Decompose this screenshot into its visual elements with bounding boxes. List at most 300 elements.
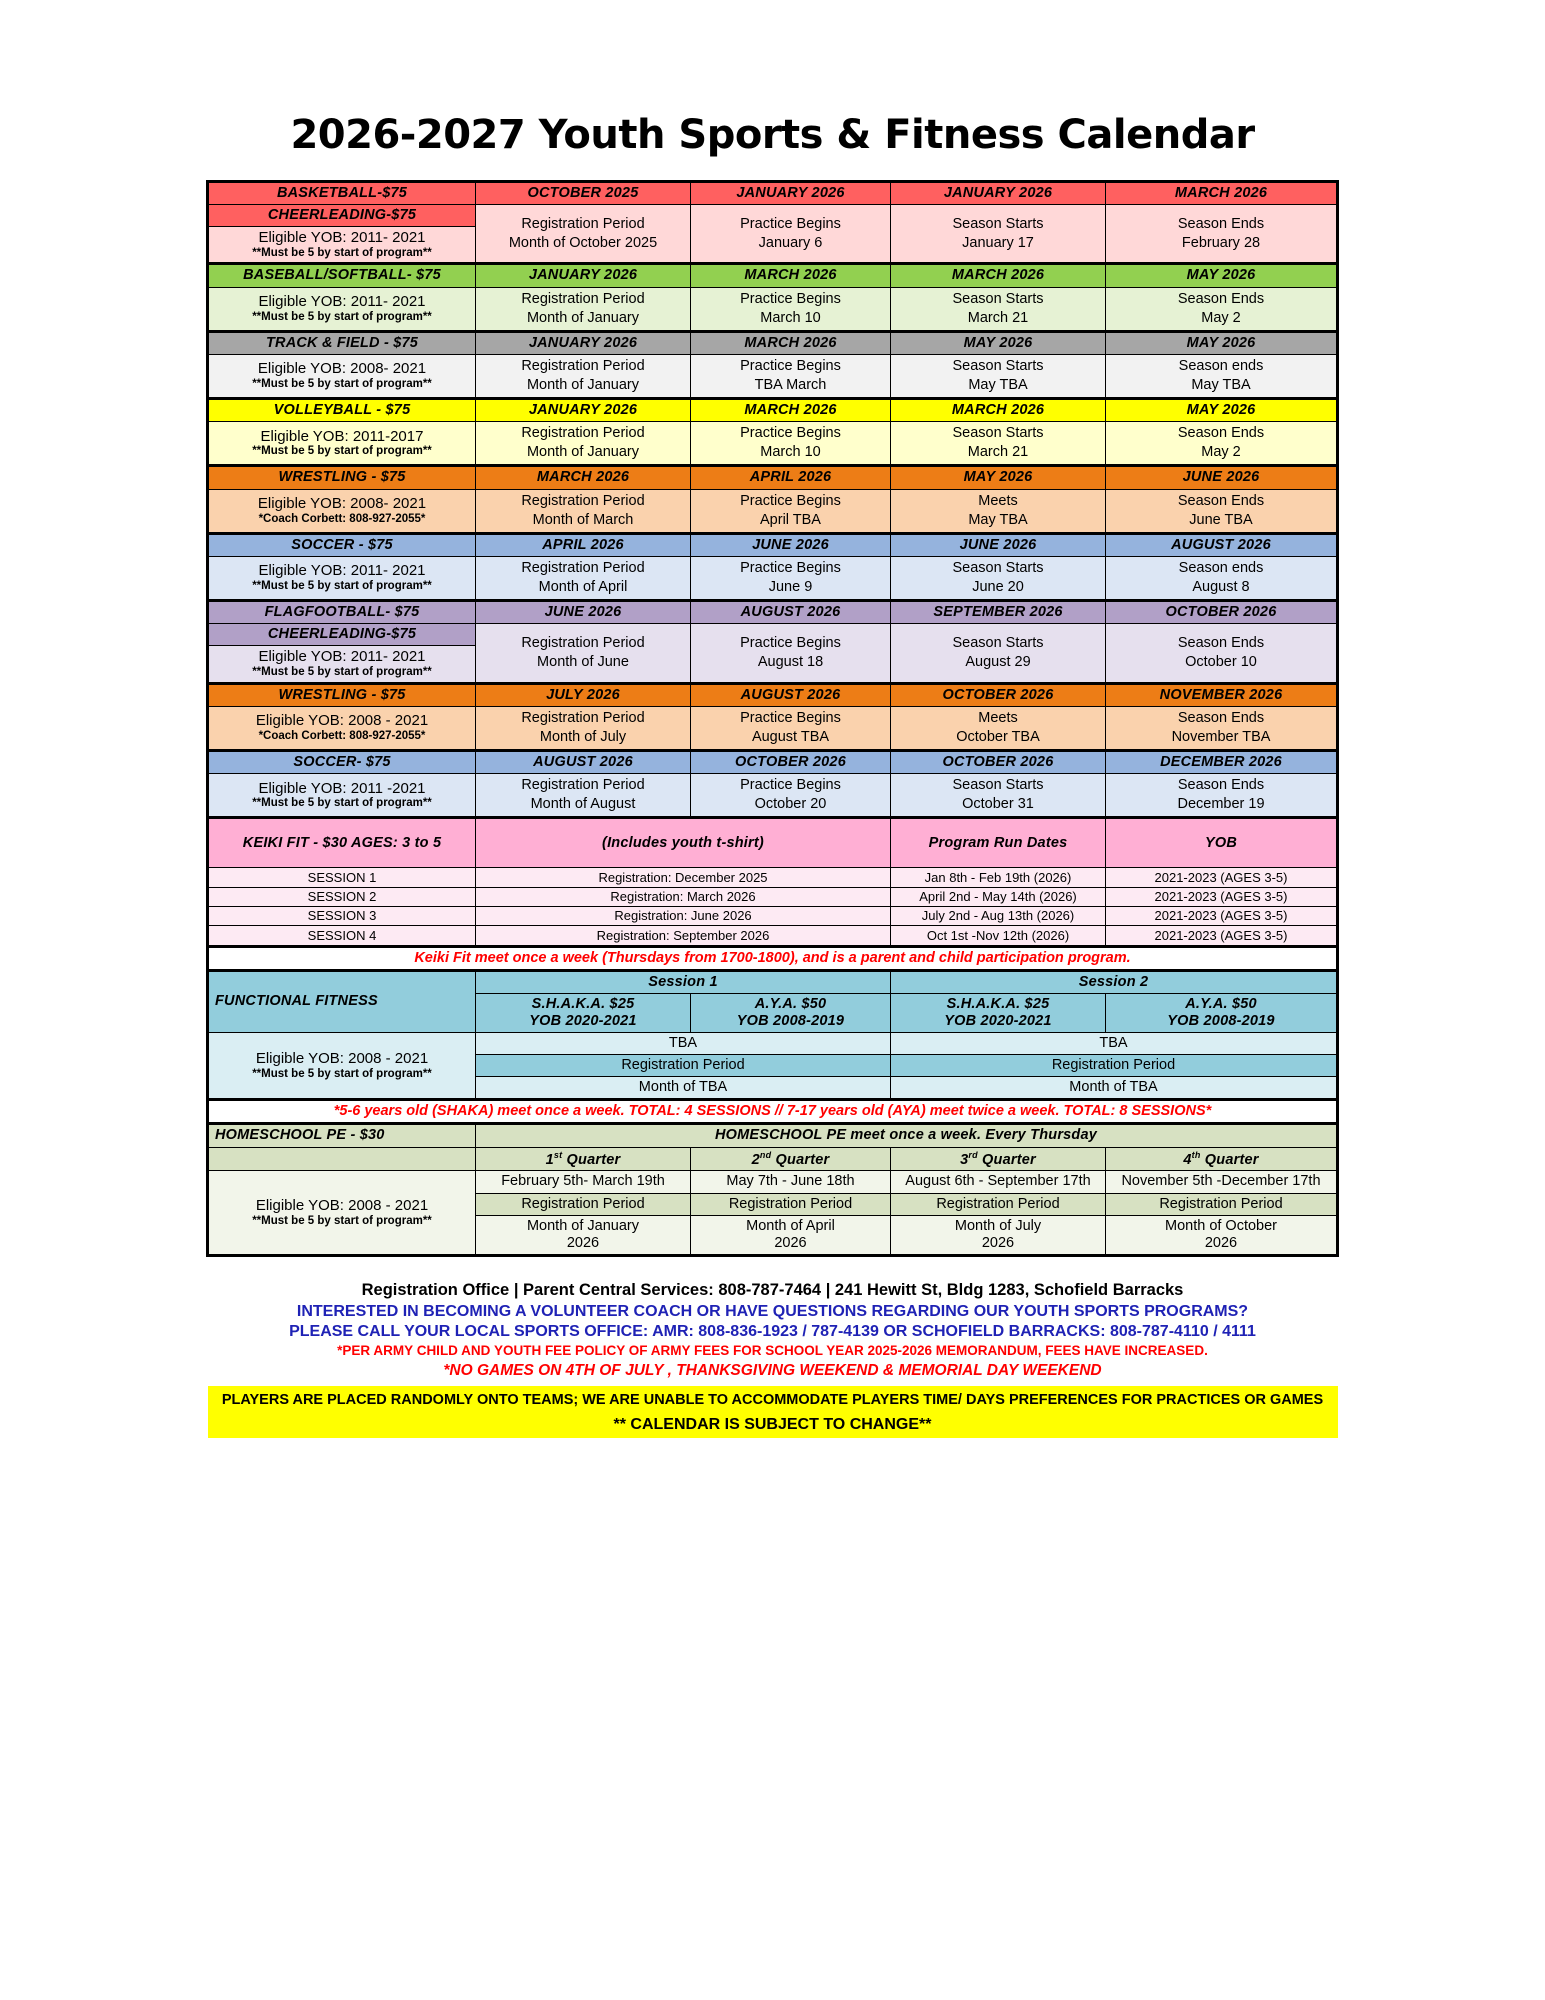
functional-fitness-tba-row [208, 1032, 1338, 1054]
detail-label: Registration Period [521, 492, 645, 509]
detail-cell [1106, 354, 1338, 398]
keiki-fit-tshirt-note: (Includes youth t-shirt) [476, 818, 891, 868]
detail-value: May 2 [1201, 309, 1241, 326]
month-cell: JUNE 2026 [691, 533, 891, 556]
quarter-registration: Registration Period [691, 1193, 891, 1215]
month-cell: DECEMBER 2026 [1106, 750, 1338, 773]
quarter-ordinal: 1 [545, 1151, 554, 1168]
detail-value: October 31 [962, 796, 1034, 813]
group-name: S.H.A.K.A. $25 [531, 995, 635, 1012]
detail-label: Season ends [1178, 357, 1264, 374]
program-name-track-field: TRACK & FIELD - $75 [208, 331, 476, 354]
group-name: A.Y.A. $50 [754, 995, 827, 1012]
session-name: SESSION 4 [208, 926, 476, 946]
quarter-header [1106, 1147, 1338, 1171]
eligibility-note: **Must be 5 by start of program** [252, 797, 432, 810]
detail-label: Practice Begins [740, 290, 841, 307]
detail-cell [476, 624, 691, 683]
eligible-yob: Eligible YOB: 2011- 2021 [258, 562, 426, 580]
session-1-label: Session 1 [476, 970, 891, 993]
month-cell: MAY 2026 [1106, 331, 1338, 354]
session-dates: Oct 1st -Nov 12th (2026) [891, 926, 1106, 946]
program-name-cheerleading: CHEERLEADING-$75 [208, 205, 476, 227]
no-games-line: *NO GAMES ON 4TH OF JULY , THANKSGIVING WEEKEND & MEMORIAL DAY WEEKEND [443, 1361, 1102, 1379]
functional-fitness-footnote-row [208, 1100, 1338, 1124]
detail-label: Season ends [1178, 559, 1264, 576]
month-cell: OCTOBER 2025 [476, 182, 691, 205]
eligibility-note: **Must be 5 by start of program** [252, 310, 432, 323]
quarter-year: 2026 [981, 1234, 1015, 1251]
month-cell: APRIL 2026 [476, 533, 691, 556]
eligible-yob: Eligible YOB: 2008 - 2021 [255, 712, 429, 730]
keiki-fit-header-row [208, 818, 1338, 868]
detail-label: Practice Begins [740, 777, 841, 794]
eligibility-cell [208, 287, 476, 331]
month-cell: MARCH 2026 [476, 466, 691, 489]
eligibility-cell [208, 489, 476, 533]
quarter-suffix: st [553, 1149, 563, 1160]
tba-cell: TBA [891, 1032, 1338, 1054]
detail-value: October 10 [1185, 653, 1257, 670]
month-cell: MAY 2026 [891, 331, 1106, 354]
detail-value: March 10 [760, 444, 821, 461]
footer-block [208, 1281, 1338, 1438]
homeschool-banner-row [208, 1124, 1338, 1147]
month-cell: JULY 2026 [476, 683, 691, 706]
detail-value: TBA March [754, 377, 827, 394]
detail-cell [476, 489, 691, 533]
keiki-session-row [208, 868, 1338, 887]
program-name-soccer-1: SOCCER - $75 [208, 533, 476, 556]
program-name-wrestling-2: WRESTLING - $75 [208, 683, 476, 706]
detail-value: April TBA [760, 511, 821, 528]
detail-value: May TBA [1191, 377, 1251, 394]
session-yob: 2021-2023 (AGES 3-5) [1106, 926, 1338, 946]
detail-label: Season Starts [952, 425, 1044, 442]
session-dates: Jan 8th - Feb 19th (2026) [891, 868, 1106, 887]
program-header-row [208, 399, 1338, 422]
fee-policy-line: *PER ARMY CHILD AND YOUTH FEE POLICY OF ARMY FEES FOR SCHOOL YEAR 2025-2026 MEMORANDUM, FEES HAVE INCREASED. [337, 1342, 1208, 1358]
detail-cell [691, 354, 891, 398]
keiki-session-row [208, 906, 1338, 925]
month-cell: MARCH 2026 [691, 331, 891, 354]
detail-value: October 20 [754, 796, 827, 813]
month-cell: MAY 2026 [1106, 264, 1338, 287]
month-cell: JANUARY 2026 [891, 182, 1106, 205]
month-cell: JUNE 2026 [476, 601, 691, 624]
keiki-session-row [208, 887, 1338, 906]
eligibility-note: **Must be 5 by start of program** [252, 666, 432, 679]
keiki-fit-yob-header: YOB [1106, 818, 1338, 868]
detail-value: Month of January [526, 309, 640, 326]
subject-to-change-line: ** CALENDAR IS SUBJECT TO CHANGE** [613, 1415, 932, 1433]
program-header-row [208, 182, 1338, 205]
detail-label: Season Starts [952, 215, 1044, 232]
detail-label: Season Starts [952, 290, 1044, 307]
sports-office-phone-line: PLEASE CALL YOUR LOCAL SPORTS OFFICE: AMR: 808-836-1923 / 787-4139 OR SCHOFIELD BARRACKS: 808-787-4110 / 4111 [289, 1322, 1256, 1340]
detail-cell [891, 422, 1106, 466]
eligibility-note: **Must be 5 by start of program** [252, 580, 432, 593]
session-registration: Registration: June 2026 [476, 906, 891, 925]
eligibility-note: **Must be 5 by start of program** [252, 445, 432, 458]
quarter-year: 2026 [1204, 1234, 1238, 1251]
month-cell: MARCH 2026 [891, 264, 1106, 287]
tba-cell: TBA [476, 1032, 891, 1054]
detail-label: Season Starts [952, 559, 1044, 576]
quarter-ordinal: 3 [960, 1151, 969, 1168]
quarter-ordinal: 4 [1183, 1151, 1192, 1168]
program-name-basketball: BASKETBALL-$75 [208, 182, 476, 205]
functional-fitness-title: FUNCTIONAL FITNESS [208, 970, 476, 1032]
month-cell: OCTOBER 2026 [891, 683, 1106, 706]
detail-label: Season Ends [1177, 492, 1265, 509]
detail-label: Practice Begins [740, 357, 841, 374]
group-name: A.Y.A. $50 [1185, 995, 1257, 1012]
registration-cell: Registration Period [891, 1055, 1338, 1077]
month-cell: MARCH 2026 [691, 264, 891, 287]
quarter-word: Quarter [982, 1151, 1036, 1168]
month-cell: MARCH 2026 [691, 399, 891, 422]
detail-cell [691, 489, 891, 533]
session-yob: 2021-2023 (AGES 3-5) [1106, 887, 1338, 906]
eligible-yob: Eligible YOB: 2011- 2021 [258, 648, 426, 666]
month-cell: MARCH 2026 [891, 399, 1106, 422]
detail-value: Month of October 2025 [508, 234, 658, 251]
program-header-row [208, 331, 1338, 354]
session-registration: Registration: September 2026 [476, 926, 891, 946]
detail-value: Month of January [526, 377, 640, 394]
detail-cell [476, 287, 691, 331]
quarter-dates: May 7th - June 18th [691, 1171, 891, 1193]
detail-label: Practice Begins [740, 709, 841, 726]
detail-value: March 21 [967, 309, 1029, 326]
detail-cell [1106, 624, 1338, 683]
detail-value: August 18 [757, 653, 824, 670]
keiki-fit-title: KEIKI FIT - $30 AGES: 3 to 5 [208, 818, 476, 868]
group-cell [691, 993, 891, 1032]
quarter-dates: February 5th- March 19th [476, 1171, 691, 1193]
quarter-month-text: Month of April [746, 1217, 835, 1234]
group-cell [476, 993, 691, 1032]
eligible-yob: Eligible YOB: 2011- 2021 [258, 293, 426, 311]
program-header-row [208, 601, 1338, 624]
eligibility-cell [208, 706, 476, 750]
month-cell: APRIL 2026 [691, 466, 891, 489]
detail-value: August TBA [751, 728, 830, 745]
detail-value: Month of August [530, 796, 636, 813]
month-cell: JUNE 2026 [1106, 466, 1338, 489]
program-eligibility-row [208, 556, 1338, 600]
detail-label: Season Ends [1177, 290, 1265, 307]
detail-cell [691, 205, 891, 264]
group-name: S.H.A.K.A. $25 [946, 995, 1050, 1012]
month-cell: SEPTEMBER 2026 [891, 601, 1106, 624]
session-dates: July 2nd - Aug 13th (2026) [891, 906, 1106, 925]
group-yob: YOB 2008-2019 [1167, 1012, 1275, 1029]
program-header-row [208, 533, 1338, 556]
program-eligibility-row [208, 354, 1338, 398]
detail-cell [1106, 205, 1338, 264]
detail-cell [891, 489, 1106, 533]
quarter-suffix: rd [968, 1149, 978, 1160]
functional-fitness-footnote: *5-6 years old (SHAKA) meet once a week. TOTAL: 4 SESSIONS // 7-17 years old (AYA) meet twice a week. TOTAL: 8 SESSIONS* [208, 1100, 1338, 1124]
eligibility-cell [208, 422, 476, 466]
detail-label: Registration Period [521, 709, 645, 726]
detail-cell [1106, 774, 1338, 818]
session-yob: 2021-2023 (AGES 3-5) [1106, 868, 1338, 887]
eligible-yob: Eligible YOB: 2011- 2021 [258, 229, 426, 247]
eligibility-cell [208, 227, 476, 264]
volunteer-coach-line: INTERESTED IN BECOMING A VOLUNTEER COACH OR HAVE QUESTIONS REGARDING OUR YOUTH SPORTS PROGRAMS? [296, 1302, 1249, 1320]
program-header-row [208, 750, 1338, 773]
month-cell: AUGUST 2026 [691, 683, 891, 706]
detail-label: Registration Period [521, 425, 645, 442]
detail-cell [691, 774, 891, 818]
program-eligibility-row [208, 287, 1338, 331]
detail-label: Registration Period [521, 357, 645, 374]
keiki-session-row [208, 926, 1338, 946]
detail-value: May TBA [968, 511, 1028, 528]
detail-label: Season Starts [952, 777, 1044, 794]
keiki-fit-note: Keiki Fit meet once a week (Thursdays from 1700-1800), and is a parent and child participation program. [208, 946, 1338, 970]
session-2-label: Session 2 [891, 970, 1338, 993]
quarter-header [691, 1147, 891, 1171]
month-cell: Month of TBA [891, 1077, 1338, 1100]
month-cell: MAY 2026 [1106, 399, 1338, 422]
detail-value: August 8 [1192, 579, 1250, 595]
quarter-dates: November 5th -December 17th [1106, 1171, 1338, 1193]
quarter-suffix: nd [759, 1149, 772, 1160]
detail-value: June TBA [1189, 511, 1253, 528]
quarter-month [476, 1215, 691, 1255]
eligibility-cell [208, 774, 476, 818]
quarter-registration: Registration Period [1106, 1193, 1338, 1215]
detail-value: Month of July [539, 728, 627, 745]
detail-cell [691, 287, 891, 331]
detail-label: Meets [978, 709, 1018, 726]
detail-cell [891, 354, 1106, 398]
eligibility-cell [208, 354, 476, 398]
session-name: SESSION 3 [208, 906, 476, 925]
program-eligibility-row [208, 706, 1338, 750]
detail-value: March 21 [967, 444, 1029, 461]
detail-cell [691, 624, 891, 683]
program-name-wrestling-1: WRESTLING - $75 [208, 466, 476, 489]
detail-cell [476, 706, 691, 750]
detail-value: Month of April [538, 579, 628, 595]
detail-value: October TBA [956, 728, 1040, 745]
quarter-month-text: Month of October [1164, 1217, 1278, 1234]
detail-label: Season Ends [1177, 709, 1265, 726]
quarter-suffix: th [1191, 1149, 1201, 1160]
program-name-baseball-softball: BASEBALL/SOFTBALL- $75 [208, 264, 476, 287]
registration-cell: Registration Period [476, 1055, 891, 1077]
detail-cell [1106, 489, 1338, 533]
quarter-month-text: Month of January [526, 1217, 640, 1234]
session-dates: April 2nd - May 14th (2026) [891, 887, 1106, 906]
program-name-soccer-2: SOCCER- $75 [208, 750, 476, 773]
month-cell: OCTOBER 2026 [1106, 601, 1338, 624]
quarter-registration: Registration Period [891, 1193, 1106, 1215]
detail-value: March 10 [760, 309, 821, 326]
program-name-volleyball: VOLLEYBALL - $75 [208, 399, 476, 422]
quarter-word: Quarter [1204, 1151, 1259, 1168]
month-cell: OCTOBER 2026 [891, 750, 1106, 773]
detail-label: Practice Begins [740, 492, 841, 509]
eligible-yob: Eligible YOB: 2008- 2021 [257, 495, 427, 513]
detail-value: Month of March [532, 511, 634, 528]
detail-value: Month of January [526, 444, 640, 461]
detail-label: Meets [978, 492, 1018, 509]
group-yob: YOB 2020-2021 [944, 1012, 1052, 1029]
coach-contact: *Coach Corbett: 808-927-2055* [258, 512, 426, 525]
detail-value: August 29 [965, 653, 1031, 670]
group-cell [891, 993, 1106, 1032]
program-subheader-row [208, 624, 1338, 646]
group-yob: YOB 2008-2019 [736, 1012, 845, 1029]
detail-label: Practice Begins [740, 559, 841, 576]
program-eligibility-row [208, 774, 1338, 818]
program-header-row [208, 264, 1338, 287]
month-cell: OCTOBER 2026 [691, 750, 891, 773]
eligible-yob: Eligible YOB: 2008 - 2021 [255, 1197, 429, 1215]
session-name: SESSION 1 [208, 868, 476, 887]
detail-cell [476, 556, 691, 600]
detail-cell [1106, 556, 1338, 600]
detail-cell [691, 706, 891, 750]
detail-label: Registration Period [521, 634, 645, 651]
eligibility-cell [208, 646, 476, 683]
program-header-row [208, 683, 1338, 706]
detail-label: Season Starts [952, 634, 1044, 651]
eligibility-cell [208, 1032, 476, 1099]
detail-label: Registration Period [521, 290, 645, 307]
detail-value: November TBA [1171, 728, 1271, 745]
program-name-flagfootball: FLAGFOOTBALL- $75 [208, 601, 476, 624]
detail-value: May TBA [968, 377, 1028, 394]
quarter-year: 2026 [566, 1234, 600, 1251]
group-cell [1106, 993, 1338, 1032]
month-cell: AUGUST 2026 [476, 750, 691, 773]
month-cell: JUNE 2026 [891, 533, 1106, 556]
detail-cell [691, 556, 891, 600]
eligible-yob: Eligible YOB: 2008 - 2021 [255, 1050, 429, 1068]
session-name: SESSION 2 [208, 887, 476, 906]
group-yob: YOB 2020-2021 [529, 1012, 637, 1029]
calendar-body [208, 182, 1338, 1256]
detail-cell [476, 205, 691, 264]
detail-cell [476, 774, 691, 818]
detail-value: December 19 [1177, 796, 1265, 813]
detail-label: Practice Begins [740, 634, 841, 651]
detail-cell [891, 706, 1106, 750]
homeschool-banner: HOMESCHOOL PE meet once a week. Every Thursday [476, 1124, 1338, 1147]
coach-contact: *Coach Corbett: 808-927-2055* [258, 729, 426, 742]
program-eligibility-row [208, 422, 1338, 466]
detail-cell [476, 354, 691, 398]
program-eligibility-row [208, 489, 1338, 533]
quarter-registration: Registration Period [476, 1193, 691, 1215]
month-cell: AUGUST 2026 [1106, 533, 1338, 556]
month-cell: JANUARY 2026 [691, 182, 891, 205]
keiki-fit-run-dates-header: Program Run Dates [891, 818, 1106, 868]
detail-value: May 2 [1201, 444, 1241, 461]
detail-label: Season Ends [1177, 425, 1265, 442]
quarter-header [476, 1147, 691, 1171]
homeschool-quarter-header-row [208, 1147, 1338, 1171]
session-yob: 2021-2023 (AGES 3-5) [1106, 906, 1338, 925]
detail-cell [1106, 706, 1338, 750]
session-registration: Registration: March 2026 [476, 887, 891, 906]
month-cell: AUGUST 2026 [691, 601, 891, 624]
spacer-cell [208, 1147, 476, 1171]
month-cell: NOVEMBER 2026 [1106, 683, 1338, 706]
functional-fitness-session-row [208, 970, 1338, 993]
detail-value: January 6 [758, 234, 823, 251]
eligible-yob: Eligible YOB: 2008- 2021 [257, 360, 427, 378]
detail-label: Registration Period [521, 215, 645, 232]
quarter-month-text: Month of July [954, 1217, 1042, 1234]
quarter-header [891, 1147, 1106, 1171]
month-cell: Month of TBA [476, 1077, 891, 1100]
detail-label: Registration Period [521, 777, 645, 794]
detail-cell [1106, 422, 1338, 466]
detail-label: Registration Period [521, 559, 645, 576]
random-placement-line: PLAYERS ARE PLACED RANDOMLY ONTO TEAMS; WE ARE UNABLE TO ACCOMMODATE PLAYERS TIME/ DAYS PREFERENCES FOR PRACTICES OR GAMES [221, 1391, 1324, 1408]
eligibility-cell [208, 1171, 476, 1255]
quarter-dates: August 6th - September 17th [891, 1171, 1106, 1193]
page-title: 2026-2027 Youth Sports & Fitness Calendar [290, 112, 1255, 158]
detail-value: June 9 [768, 579, 813, 595]
detail-cell [891, 287, 1106, 331]
homeschool-dates-row [208, 1171, 1338, 1193]
month-cell: MAY 2026 [891, 466, 1106, 489]
eligibility-note: **Must be 5 by start of program** [252, 1067, 432, 1080]
month-cell: JANUARY 2026 [476, 331, 691, 354]
detail-value: Month of June [537, 653, 629, 670]
eligibility-cell [208, 556, 476, 600]
detail-cell [1106, 287, 1338, 331]
detail-value: February 28 [1181, 234, 1261, 251]
keiki-fit-note-row [208, 946, 1338, 970]
detail-label: Season Ends [1177, 215, 1265, 232]
detail-value: June 20 [972, 579, 1024, 595]
detail-cell [476, 422, 691, 466]
detail-cell [891, 624, 1106, 683]
quarter-word: Quarter [775, 1151, 830, 1168]
eligibility-note: **Must be 5 by start of program** [252, 1214, 432, 1227]
quarter-month [691, 1215, 891, 1255]
eligible-yob: Eligible YOB: 2011 -2021 [258, 779, 426, 797]
month-cell: MARCH 2026 [1106, 182, 1338, 205]
detail-label: Season Ends [1177, 634, 1265, 651]
quarter-word: Quarter [566, 1151, 621, 1168]
month-cell: JANUARY 2026 [476, 264, 691, 287]
program-subheader-row [208, 205, 1338, 227]
quarter-month [891, 1215, 1106, 1255]
detail-label: Season Ends [1177, 777, 1265, 794]
yellow-notice-block [208, 1386, 1338, 1438]
homeschool-title: HOMESCHOOL PE - $30 [208, 1124, 476, 1147]
sports-calendar-table [206, 180, 1339, 1257]
detail-cell [891, 205, 1106, 264]
detail-label: Practice Begins [740, 215, 841, 232]
program-name-cheerleading: CHEERLEADING-$75 [208, 624, 476, 646]
program-header-row [208, 466, 1338, 489]
eligibility-note: **Must be 5 by start of program** [252, 246, 432, 259]
detail-value: January 17 [962, 234, 1034, 251]
month-cell: JANUARY 2026 [476, 399, 691, 422]
